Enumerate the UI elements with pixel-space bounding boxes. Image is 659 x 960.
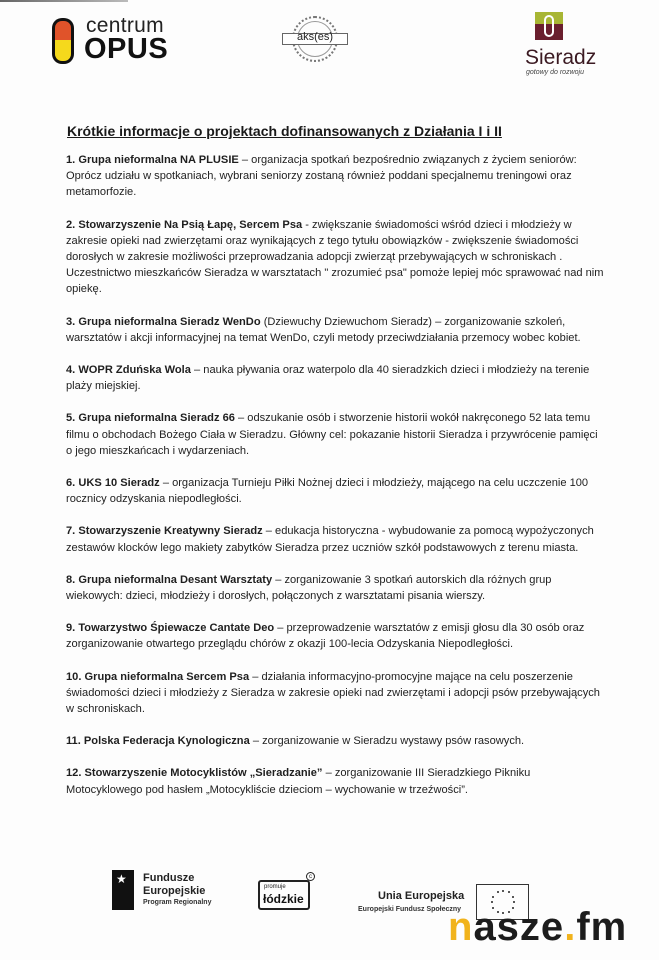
project-description: (Dziewuchy Dziewuchom Sieradz) – zorganizowanie szkoleń, warsztatów i akcji informacyjnej na temat WenDo, czyli metody przeciwdziałania przemocy wobec kobiet. [66,315,581,344]
ue-line1: Unia Europejska [378,890,465,902]
project-description: - zwiększanie świadomości wśród dzieci i młodzieży w zakresie opieki nad zwierzętami oraz wynikających z tego tytułu obowiązków - zwiększenie świadomości dorosłych w zakresie możliwości przeprowadzania adopcji zwierząt przebywających w schroniskach . Uczestnictwo mieszkańców Sieradza w warsztatach " zrozumieć psa" pomoże lepiej móc sprawować nad nim opiekę. [66,218,604,296]
project-name: 6. UKS 10 Sieradz [66,477,160,490]
fe-line3: Program Regionalny [143,899,212,906]
project-description: – odszukanie osób i stworzenie historii wokół nakręconego 52 lata temu filmu o obchodach Bożego Ciała w Sieradzu. Główny cel: pokazanie historii Sieradza i przywrócenie pamięci o jego mieszkańcach i wydarzeniach. [66,412,598,457]
eu-star-icon [497,891,499,893]
eu-star-icon [492,896,494,898]
eu-star-icon [512,896,514,898]
eu-star-icon [508,891,510,893]
project-name: 8. Grupa nieformalna Desant Warsztaty [66,573,273,586]
centrum-opus-logo [50,16,170,66]
project-description: – zorganizowanie w Sieradzu wystawy psów rasowych. [249,735,525,748]
project-name: 11. Polska Federacja Kynologiczna [66,735,250,748]
fundusze-star-icon [112,870,134,910]
watermark-tld: fm [576,905,628,949]
project-item [66,523,606,555]
sieradz-logo [525,8,615,74]
akses-logo-text: aks(es) [296,31,334,43]
project-name: 5. Grupa nieformalna Sieradz 66 [66,412,235,425]
fe-line2: Europejskie [143,885,206,897]
copyright-icon: c [306,872,315,881]
project-description: – organizacja spotkań bezpośrednio związanych z życiem seniorów: Oprócz udziału w spotkaniach, wybrani seniorzy zostaną również poddani specjalnemu treningowi oraz metamorfozie. [66,154,577,199]
project-name: 4. WOPR Zduńska Wola [66,364,191,377]
eu-star-icon [502,890,504,892]
fe-line1: Fundusze [143,872,195,884]
project-description: – zorganizowanie 3 spotkań autorskich dla różnych grup wiekowych: dzieci, młodzieży i dorosłych, połączonych z warsztatami pisania wierszy. [66,573,552,603]
project-item [66,362,606,394]
fundusze-europejskie-logo [110,868,230,916]
project-item [66,152,606,201]
project-item [66,669,606,718]
project-description: – zorganizowanie III Sieradzkiego Pikniku Motocyklowego pod hasłem „Motocykliście dzieciom – wychowanie w trzeźwości”. [66,767,531,796]
project-item [66,475,606,507]
watermark-rest: asze [473,905,565,949]
nasze-fm-watermark [448,905,627,949]
project-item [66,314,606,346]
project-item [66,410,606,459]
project-name: 3. Grupa nieformalna Sieradz WenDo [66,315,261,328]
watermark-n: n [448,905,474,949]
sieradz-logo-name: Sieradz [525,46,597,69]
project-item [66,733,606,749]
sieradz-mark-icon [535,12,563,40]
opus-logo-line1: centrum [86,14,164,37]
project-name: 10. Grupa nieformalna Sercem Psa [66,670,250,683]
project-description: – nauka pływania oraz waterpolo dla 40 sieradzkich dzieci i młodzieży na terenie plaży miejskiej. [66,364,590,393]
lodzkie-big-text: łódzkie [263,892,304,906]
project-name: 7. Stowarzyszenie Kreatywny Sieradz [66,525,263,538]
opus-logo-line2: OPUS [84,33,169,65]
project-description: – organizacja Turnieju Piłki Nożnej dzieci i młodzieży, mającego na celu uczczenie 100 rocznicy odzyskania niepodległości. [66,477,589,506]
opus-mark-icon [52,18,74,66]
project-name: 2. Stowarzyszenie Na Psią Łapę, Sercem Psa [66,218,303,231]
document-title: Krótkie informacje o projektach dofinansowanych z Działania I i II [67,123,502,139]
sieradz-logo-tagline: gotowy do rozwoju [526,69,584,76]
watermark-dot: . [564,905,577,949]
project-name: 1. Grupa nieformalna NA PLUSIE [66,154,239,166]
project-item [66,217,606,298]
eu-star-icon [491,901,493,903]
ue-line2: Europejski Fundusz Społeczny [358,906,462,913]
project-description: – edukacja historyczna - wybudowanie za pomocą wypożyczonych zestawów klocków lego makiety zabytków Sieradza przez uczniów szkół podstawowych z terenu miasta. [66,525,594,554]
akses-logo [280,16,352,66]
project-description: – przeprowadzenie warsztatów z emisji głosu dla 30 osób oraz zorganizowanie otwartego przeglądu chórów z okazji 100-lecia Odzyskania Niepodległości. [66,622,585,651]
project-name: 12. Stowarzyszenie Motocyklistów „Sieradzanie” [66,767,323,780]
project-item [66,572,606,604]
project-item [66,620,606,652]
project-name: 9. Towarzystwo Śpiewacze Cantate Deo [66,622,275,635]
lodzkie-small-text: promuje [264,884,286,890]
project-item [66,765,606,797]
scan-edge [0,0,128,2]
project-description: – działania informacyjno-promocyjne mające na celu poszerzenie świadomości dzieci i młodzieży z Sieradza w zakresie opieki nad zwierzętami i adopcji psów przebywających w schroniskach. [66,670,600,716]
project-list [66,152,606,814]
eu-star-icon [513,901,515,903]
promuje-lodzkie-logo [258,880,310,910]
